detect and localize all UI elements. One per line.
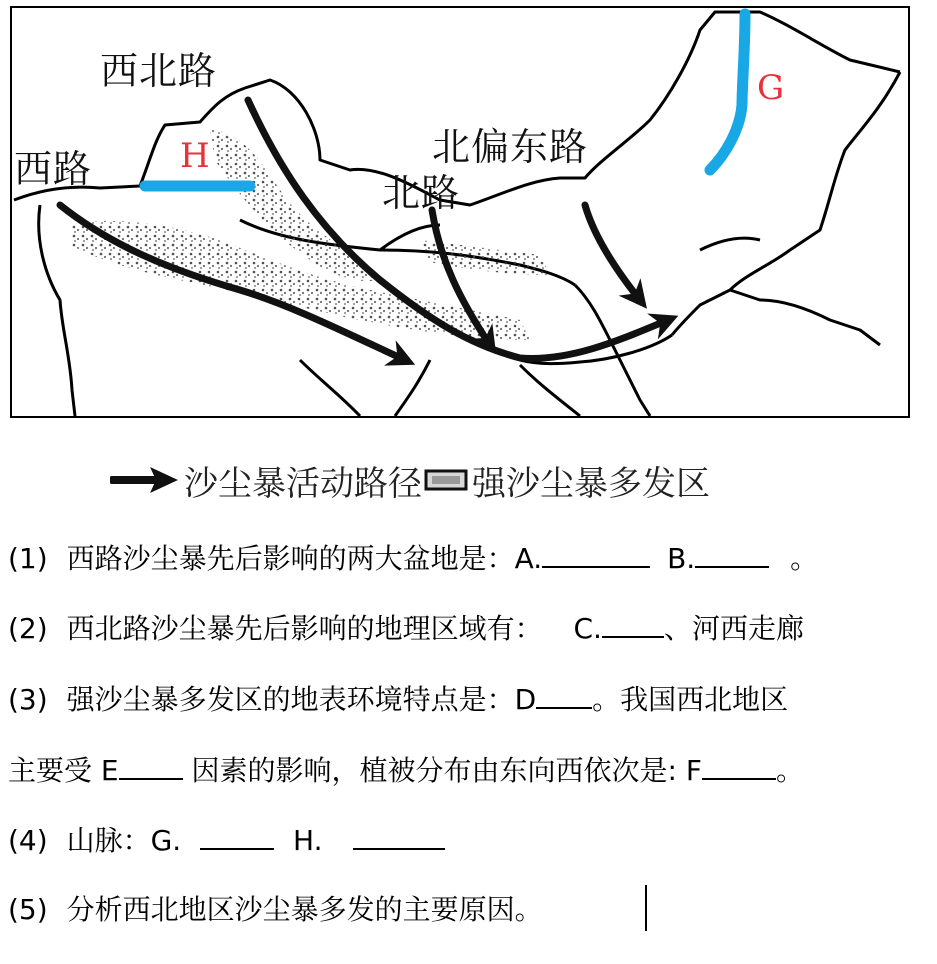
legend-path-label: 沙尘暴活动路径 bbox=[184, 463, 422, 504]
question-3-tail: 。我国西北地区 bbox=[592, 683, 789, 716]
legend-area-label: 强沙尘暴多发区 bbox=[472, 463, 710, 504]
answer-d-blank[interactable] bbox=[536, 679, 592, 709]
question-5-text: 分析西北地区沙尘暴多发的主要原因。 bbox=[66, 893, 543, 926]
answer-h-blank[interactable] bbox=[353, 820, 445, 850]
mountain-g-line bbox=[710, 14, 745, 170]
legend-arrow-icon bbox=[110, 465, 180, 495]
answer-c-label: C. bbox=[573, 612, 602, 645]
question-3b-mid: 因素的影响，植被分布由东向西依次是: F bbox=[182, 754, 702, 787]
answer-g-blank[interactable] bbox=[200, 820, 274, 850]
question-4-text: 山脉：G. bbox=[66, 824, 182, 857]
answer-b-blank[interactable] bbox=[695, 538, 769, 568]
map-legend bbox=[110, 458, 710, 502]
answer-f-blank[interactable] bbox=[702, 750, 776, 780]
answer-a-blank[interactable] bbox=[542, 538, 650, 568]
question-5-number: (5) bbox=[8, 893, 48, 926]
label-mountain-g: G bbox=[757, 68, 785, 108]
question-3-number: (3) bbox=[8, 683, 48, 716]
question-1-number: (1) bbox=[8, 542, 48, 575]
label-northwest-route: 西北路 bbox=[100, 49, 218, 93]
question-2-tail: 、河西走廊 bbox=[663, 612, 804, 645]
label-north-east-route: 北偏东路 bbox=[432, 125, 589, 169]
north-east-route-arrow bbox=[585, 205, 640, 300]
legend-area-icon bbox=[424, 469, 468, 491]
text-cursor bbox=[645, 885, 647, 931]
question-1 bbox=[8, 538, 818, 579]
question-4 bbox=[8, 820, 445, 861]
question-2 bbox=[8, 608, 804, 649]
label-mountain-h: H bbox=[180, 136, 210, 176]
question-1-end: 。 bbox=[790, 542, 819, 575]
question-1-text: 西路沙尘暴先后影响的两大盆地是：A. bbox=[66, 542, 543, 575]
question-3b-prefix: 主要受 E bbox=[8, 754, 119, 787]
answer-c-blank[interactable] bbox=[602, 608, 664, 638]
question-3-text: 强沙尘暴多发区的地表环境特点是：D bbox=[66, 683, 537, 716]
question-2-number: (2) bbox=[8, 612, 48, 645]
question-2-text: 西北路沙尘暴先后影响的地理区域有： bbox=[66, 612, 543, 645]
label-west-route: 西路 bbox=[14, 147, 93, 191]
label-north-route: 北路 bbox=[382, 171, 461, 215]
answer-b-label: B. bbox=[667, 542, 696, 575]
question-3b-end: 。 bbox=[775, 754, 804, 787]
answer-e-blank[interactable] bbox=[119, 750, 183, 780]
answer-h-label: H. bbox=[293, 824, 323, 857]
question-5 bbox=[8, 890, 543, 930]
question-3 bbox=[8, 679, 788, 720]
question-4-number: (4) bbox=[8, 824, 48, 857]
question-3-continued bbox=[8, 750, 804, 791]
